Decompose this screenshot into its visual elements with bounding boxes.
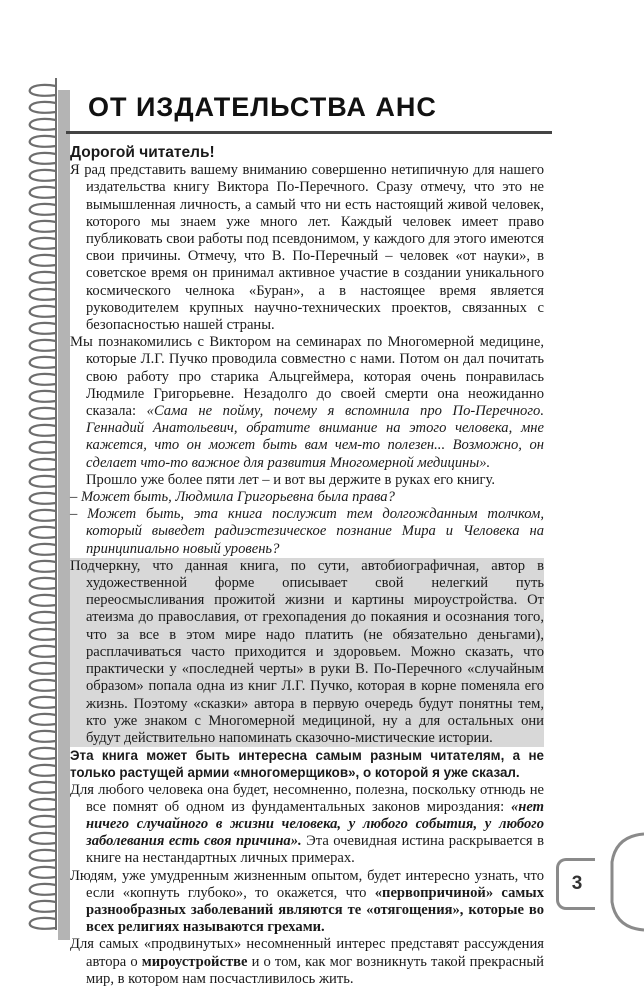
spiral-coil [30,85,56,96]
spiral-coil [30,204,56,215]
margin-strip [58,90,70,940]
spiral-coil [30,816,56,827]
spiral-coil [30,510,56,521]
spiral-coil [30,697,56,708]
spiral-coil [30,578,56,589]
spiral-coil [30,272,56,283]
callout: Эта книга может быть интересна самым разным читателям, а не только растущей армии «многомерщиков», о которой я уже сказал. [70,748,544,781]
spiral-coil [30,544,56,555]
spiral-coil [30,748,56,759]
spiral-coil [30,663,56,674]
spiral-coil [30,340,56,351]
paragraph: Людям, уже умудренным жизненным опытом, будет интересно узнать, что если «копнуть глубоко», то окажется, что «первопричиной» самых разнообразных заболеваний являются те «отягощения», которые во всех религиях называются грехами. [70,867,544,936]
page-title: ОТ ИЗДАТЕЛЬСТВА АНС [88,92,437,122]
spiral-coil [30,765,56,776]
question: – Может быть, эта книга послужит тем долгожданным толчком, который выведет радиэстезическое познание Мира и Человека на принципиально новый уровень? [70,506,544,557]
greeting: Дорогой читатель! [70,144,215,161]
spiral-coil [30,799,56,810]
spiral-coil [30,306,56,317]
spiral-coil [30,255,56,266]
paragraph: Мы познакомились с Виктором на семинарах по Многомерной медицине, которые Л.Г. Пучко проводила совместно с нами. Потом он дал почитать свою работу про старика Альцгеймера, которая очень понравилась Людмиле Григорьевне. Незадолго до своей смерти она неожиданно сказала: «Сама не пойму, почему я вспомнила про По-Перечного. Геннадий Анатольевич, обратите внимание на этого человека, мне кажется, что он может быть вам чем-то полезен... Возможно, он сделает что-то важное для развития Многомерной медицины». [70,334,544,471]
spiral-coil [30,884,56,895]
spiral-coil [30,476,56,487]
spiral-coil [30,136,56,147]
spiral-coil [30,119,56,130]
spiral-coil [30,170,56,181]
paragraph-highlighted: Подчеркну, что данная книга, по сути, автобиографичная, автор в художественной форме описывает свой нелегкий путь переосмысливания прожитой жизни и картины мироустройства. От атеизма до православия, от грехопадения до покаяния и осознания того, что за все в этом мире надо платить (не обязательно деньгами), расплачиваться часто приходится и здоровьем. Можно сказать, что практически у «последней черты» в руки В. По-Перечного «случайным образом» попала одна из книг Л.Г. Пучко, которая в корне поменяла его жизнь. Поэтому «сказки» автора в первую очередь будут понятны тем, кто уже знаком с Многомерной медициной, ну а для остальных они будут действительно напоминать сказочно-мистические истории. [70,557,544,746]
spiral-coil [30,102,56,113]
spiral-coil [30,833,56,844]
spiral-coil [30,629,56,640]
spiral-coil [30,374,56,385]
spiral-coil [30,323,56,334]
letter-body [70,140,544,988]
spiral-coil [30,561,56,572]
spiral-coil [30,646,56,657]
spiral-coil [30,357,56,368]
paragraph-continuation: Прошло уже более пяти лет – и вот вы держите в руках его книгу. [86,471,496,488]
spiral-coil [30,612,56,623]
paragraph: Для самых «продвинутых» несомненный интерес представят рассуждения автора о мироустройстве и о том, как мог возникнуть такой прекрасный мир, в котором нам посчастливилось жить. [70,936,544,987]
spiral-coil [30,680,56,691]
spiral-coil [30,595,56,606]
spiral-coil [30,731,56,742]
spiral-coil [30,187,56,198]
spiral-coil [30,425,56,436]
question: – Может быть, Людмила Григорьевна была права? [70,489,395,506]
spiral-coil [30,153,56,164]
spiral-coil [30,493,56,504]
paragraph: Для любого человека она будет, несомненно, полезна, поскольку отнюдь не все помнят об одном из фундаментальных законов мироздания: «нет ничего случайного в жизни человека, у любого события, у любого заболевания есть своя причина». Эта очевидная истина раскрывается в книге на нестандартных личных примерах. [70,781,544,867]
title-rule [66,131,552,134]
spiral-coil [30,714,56,725]
spiral-coil [30,867,56,878]
page-number: 3 [556,858,595,910]
spiral-coil [30,918,56,929]
quote: «Сама не пойму, почему я вспомнила про По-Перечного. Геннадий Анатольевич, обратите внимание на этого человека, мне кажется, что он может быть вам чем-то полезен... Возможно, он сделает что-то важное для развития Многомерной медицины». [86,403,544,471]
spiral-coil [30,527,56,538]
spiral-binding-icon [16,78,60,930]
spiral-coil [30,391,56,402]
spiral-coil [30,408,56,419]
spiral-coil [30,289,56,300]
spiral-coil [30,459,56,470]
spiral-coil [30,782,56,793]
spiral-coil [30,238,56,249]
paragraph: Я рад представить вашему вниманию совершенно нетипичную для нашего издательства книгу Виктора По-Перечного. Сразу отмечу, что это не вымышленная личность, а самый что ни есть настоящий живой человек, которого мы знаем уже много лет. Каждый человек имеет право публиковать свои работы под псевдонимом, у каждого для этого имеются свои причины. Отмечу, что В. По-Перечный – человек «от науки», в советское время он принимал активное участие в создании уникального космического челнока «Буран», а в настоящее время является руководителем крупных научно-технических проектов, связанных с безопасностью нашей страны. [70,162,544,334]
spiral-coil [30,221,56,232]
spiral-coil [30,901,56,912]
spiral-coil [30,442,56,453]
spiral-coil [30,850,56,861]
